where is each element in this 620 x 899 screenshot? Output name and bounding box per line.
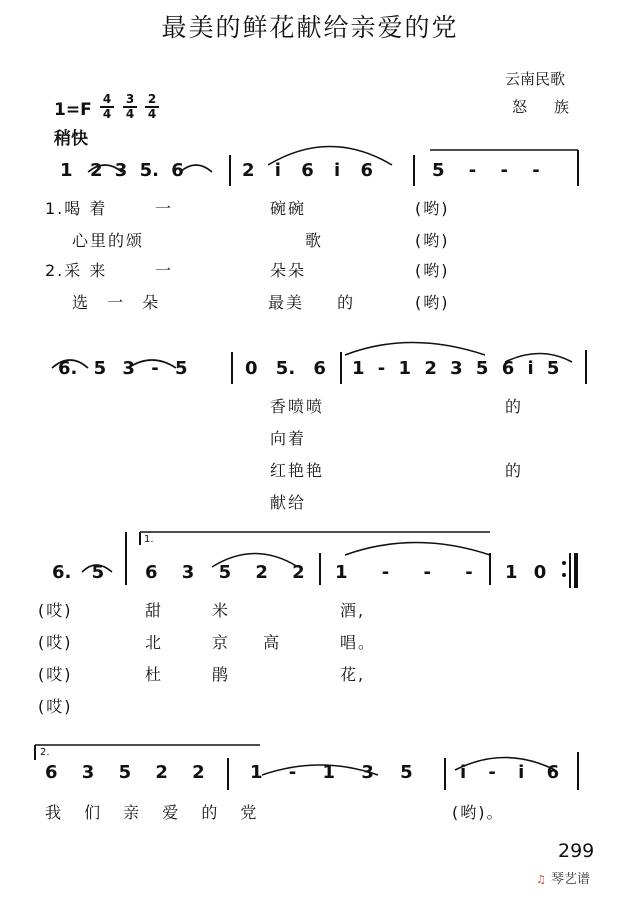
s1-verse3-d: (哟): [415, 261, 450, 280]
s3-verse2-d: 唱。: [340, 633, 377, 652]
s1-verse1-c: 碗碗: [270, 199, 307, 218]
s1-verse1-d: (哟): [415, 199, 450, 218]
system3-measure2: 6 3 5 2 2: [145, 562, 305, 583]
system1-measure1b: 2 3 5. 6: [90, 160, 184, 181]
system2-measure3: 1 - 1 2 3 5 6 i 5: [352, 358, 560, 379]
s1-verse4-c: 最美 的: [268, 293, 356, 312]
s3-verse2-b: 北: [145, 633, 164, 652]
s3-verse1-d: 酒,: [340, 601, 366, 620]
s1-verse3-c: 朵朵: [270, 261, 307, 280]
system3-measure3: 1 - - -: [335, 562, 473, 583]
page-number: 299: [558, 840, 595, 862]
watermark-text: 琴艺谱: [550, 872, 590, 887]
s1-verse1-a: 1.喝 着: [45, 199, 108, 218]
system2-measure1: 6. 5 3 - 5: [58, 358, 188, 379]
system4-measure3: i - i 6: [460, 762, 560, 783]
s3-verse3-d: 花,: [340, 665, 366, 684]
s1-verse3-a: 2.采 来: [45, 261, 108, 280]
system1-measure2: 2 i 6 i 6: [242, 160, 373, 181]
s1-verse2-d: (哟): [415, 231, 450, 250]
ethnicity-credit: 怒 族: [512, 98, 576, 116]
s3-verse3-c: 鹃: [212, 665, 231, 684]
s3-verse3-b: 杜: [145, 665, 164, 684]
second-ending-label: 2.: [40, 747, 50, 758]
s3-verse2-a: (哎): [38, 633, 73, 652]
s3-verse4-a: (哎): [38, 697, 73, 716]
s2-verse3-a: 红艳艳: [270, 461, 325, 480]
watermark-logo-icon: ♫: [536, 873, 546, 886]
s1-verse4-a: 选 一 朵: [72, 293, 161, 312]
s2-verse2-a: 向着: [270, 429, 307, 448]
s4-verse1-b: (哟)。: [452, 803, 505, 822]
first-ending-label: 1.: [144, 534, 154, 545]
system4-measure2: 1 - 1 3 5: [250, 762, 413, 783]
s2-verse4-a: 献给: [270, 493, 307, 512]
s1-verse2-a: 心里的颂: [72, 231, 145, 250]
s3-verse2-c: 京 高: [212, 633, 282, 652]
system1-measure3: 5 - - -: [432, 160, 540, 181]
s1-verse1-b: 一: [155, 199, 174, 218]
s3-verse1-a: (哎): [38, 601, 73, 620]
s1-verse4-d: (哟): [415, 293, 450, 312]
system3-measure4: 1 0: [505, 562, 547, 583]
s1-verse2-c: 歌: [305, 231, 324, 250]
system2-measure2: 0 5. 6: [245, 358, 326, 379]
s1-verse3-b: 一: [155, 261, 174, 280]
time-signature-2-4: $\frac{2}{4}$: [145, 93, 159, 121]
watermark: [536, 868, 590, 887]
origin-credit: 云南民歌: [505, 70, 566, 88]
s4-verse1-a: 我 们 亲 爱 的 党: [45, 803, 259, 822]
system3-measure1: 6. 5: [52, 562, 105, 583]
s3-verse3-a: (哎): [38, 665, 73, 684]
system1-measure1: 1: [60, 160, 73, 181]
song-title: 最美的鲜花献给亲爱的党: [161, 13, 459, 42]
tempo-marking: 稍快: [54, 129, 88, 149]
key-signature: 1=F: [54, 100, 92, 120]
s2-verse1-b: 的: [505, 397, 524, 416]
s2-verse3-b: 的: [505, 461, 524, 480]
s3-verse1-b: 甜: [145, 601, 164, 620]
time-signature-3-4: $\frac{3}{4}$: [123, 93, 137, 121]
s3-verse1-c: 米: [212, 601, 231, 620]
system4-measure1: 6 3 5 2 2: [45, 762, 205, 783]
s2-verse1-a: 香喷喷: [270, 397, 325, 416]
time-signature-4-4: $\frac{4}{4}$: [100, 93, 114, 121]
